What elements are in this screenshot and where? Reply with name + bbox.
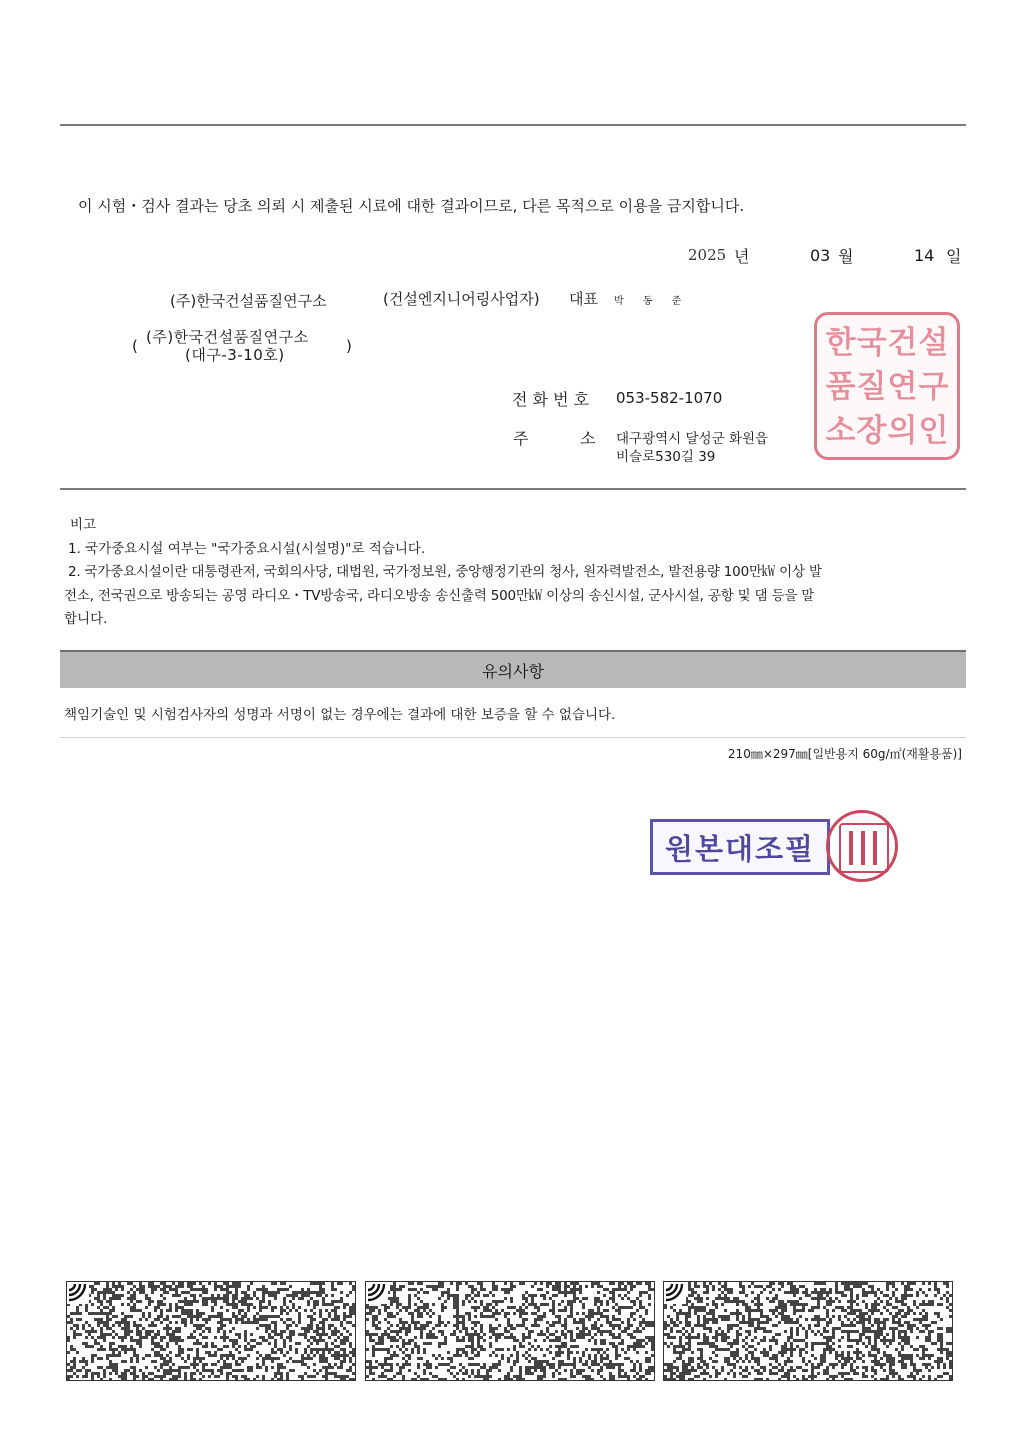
seal-character: 의 bbox=[887, 413, 918, 449]
round-seal-inner bbox=[839, 823, 889, 873]
date-day-label: 일 bbox=[946, 247, 962, 266]
seal-character: 구 bbox=[918, 369, 949, 405]
seal-character: 질 bbox=[856, 369, 887, 405]
seal-characters bbox=[825, 321, 949, 451]
seal-character: 한 bbox=[825, 325, 856, 361]
remarks-title: 비고 bbox=[70, 517, 97, 533]
security-code-block-1 bbox=[66, 1281, 356, 1381]
middle-divider bbox=[60, 488, 966, 490]
original-verified-stamp-text: 원본대조필 bbox=[664, 831, 816, 866]
remarks-item-1: 1. 국가중요시설 여부는 "국가중요시설(시설명)"로 적습니다. bbox=[68, 541, 426, 557]
date-month: 03 bbox=[810, 246, 831, 265]
org-close-paren: ) bbox=[346, 337, 352, 355]
original-verified-stamp bbox=[650, 819, 830, 875]
official-seal bbox=[814, 312, 960, 460]
top-divider bbox=[60, 124, 966, 126]
seal-character: 품 bbox=[825, 369, 856, 405]
notice-text: 책임기술인 및 시험검사자의 성명과 서명이 없는 경우에는 결과에 대한 보증을 할 수 없습니다. bbox=[64, 707, 616, 723]
seal-character: 장 bbox=[856, 413, 887, 449]
org-open-paren: ( bbox=[132, 337, 138, 355]
address-line-1: 대구광역시 달성군 화원읍 bbox=[616, 431, 769, 447]
address-label-1: 주 bbox=[513, 429, 529, 448]
notice-title: 유의사항 bbox=[482, 661, 544, 681]
issuer-business-type: (건설엔지니어링사업자) bbox=[383, 290, 540, 308]
paper-spec: 210㎜×297㎜[일반용지 60g/㎡(재활용품)] bbox=[727, 747, 962, 761]
date-day: 14 bbox=[914, 246, 935, 265]
phone-label: 전 화 번 호 bbox=[512, 390, 590, 409]
security-code-block-3 bbox=[663, 1281, 953, 1381]
date-year: 2025 bbox=[688, 246, 727, 264]
seal-character: 건 bbox=[887, 325, 918, 361]
org-registration: (대구-3-10호) bbox=[185, 346, 285, 364]
round-seal bbox=[826, 810, 898, 882]
notice-divider bbox=[60, 737, 966, 738]
security-code-block-2 bbox=[365, 1281, 655, 1381]
representative-name: 박 동 준 bbox=[614, 296, 690, 307]
date-year-label: 년 bbox=[734, 247, 750, 266]
address-line-2: 비슬로530길 39 bbox=[616, 449, 716, 465]
remarks-item-2-line-3: 합니다. bbox=[64, 611, 108, 627]
date-month-label: 월 bbox=[838, 247, 854, 266]
org-name: (주)한국건설품질연구소 bbox=[146, 328, 309, 346]
address-label-2: 소 bbox=[580, 429, 596, 448]
seal-character: 소 bbox=[825, 413, 856, 449]
issuer-rep-label: 대표 bbox=[569, 290, 598, 308]
seal-character: 국 bbox=[856, 325, 887, 361]
remarks-item-2-line-2: 전소, 전국권으로 방송되는 공영 라디오・TV방송국, 라디오방송 송신출력 500만㎾ 이상의 송신시설, 군사시설, 공항 및 댐 등을 말 bbox=[64, 588, 815, 604]
notice-header bbox=[60, 650, 966, 688]
phone-number: 053-582-1070 bbox=[616, 389, 723, 407]
seal-character: 인 bbox=[918, 413, 949, 449]
remarks-item-2-line-1: 2. 국가중요시설이란 대통령관저, 국회의사당, 대법원, 국가정보원, 중앙행정기관의 청사, 원자력발전소, 발전용량 100만㎾ 이상 발 bbox=[68, 564, 822, 580]
seal-character: 설 bbox=[918, 325, 949, 361]
usage-restriction-statement: 이 시험・검사 결과는 당초 의뢰 시 제출된 시료에 대한 결과이므로, 다른 목적으로 이용을 금지합니다. bbox=[78, 197, 745, 215]
issuer-company: (주)한국건설품질연구소 bbox=[170, 292, 327, 310]
seal-character: 연 bbox=[887, 369, 918, 405]
